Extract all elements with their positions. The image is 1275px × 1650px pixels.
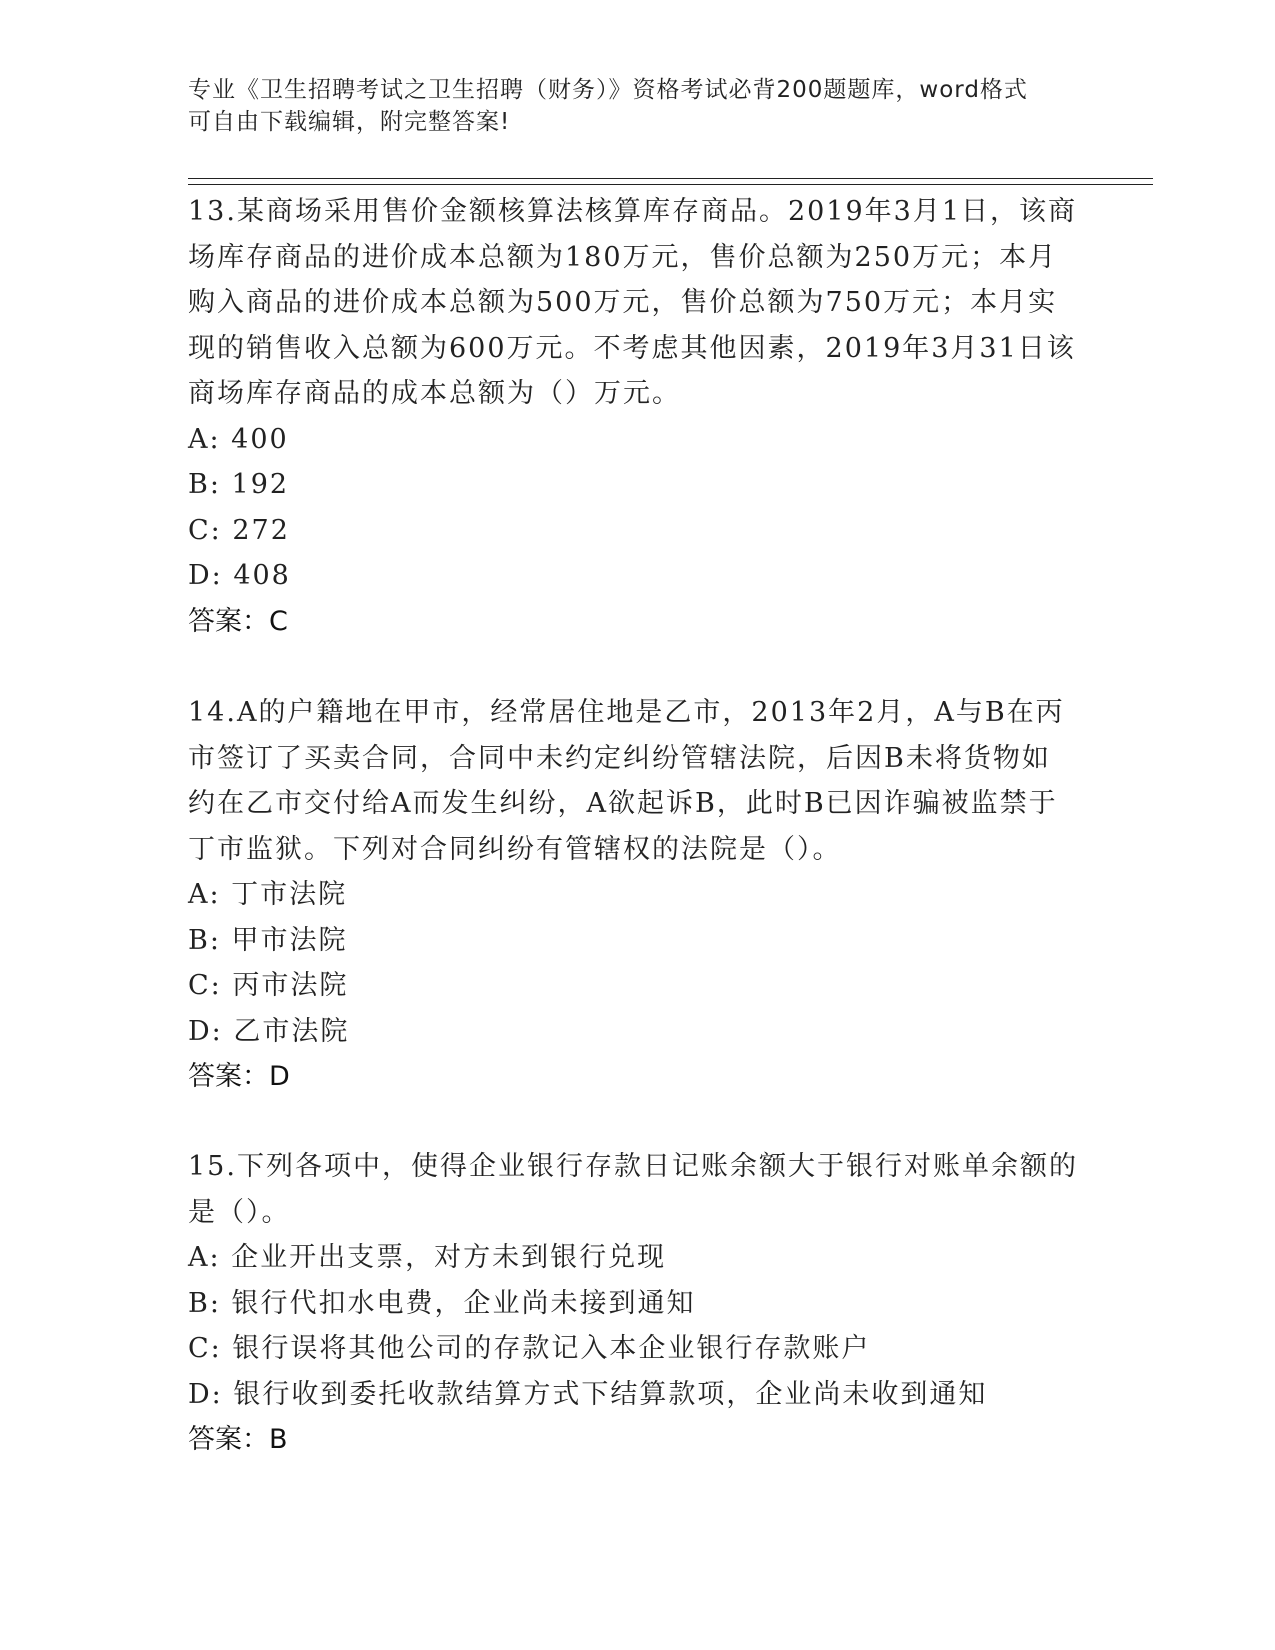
question-stem-line: 现的销售收入总额为600万元。不考虑其他因素，2019年3月31日该 bbox=[188, 332, 1076, 364]
option-a: A: 400 bbox=[188, 423, 289, 455]
answer-label: 答案：D bbox=[188, 1061, 290, 1092]
option-d: D: 乙市法院 bbox=[188, 1015, 350, 1047]
question-stem-line: 14.A的户籍地在甲市，经常居住地是乙市，2013年2月，A与B在丙 bbox=[188, 697, 1065, 728]
option-b: B: 192 bbox=[188, 469, 290, 500]
document-header bbox=[188, 74, 1088, 138]
option-b: B: 银行代扣水电费，企业尚未接到通知 bbox=[188, 1287, 696, 1319]
option-c: C: 272 bbox=[188, 514, 290, 546]
question-14 bbox=[188, 690, 1088, 1100]
question-stem-line: 场库存商品的进价成本总额为180万元，售价总额为250万元；本月 bbox=[188, 241, 1058, 273]
option-c: C: 丙市法院 bbox=[188, 970, 349, 1001]
question-13 bbox=[188, 189, 1088, 644]
option-a: A: 丁市法院 bbox=[188, 879, 348, 910]
answer-label: 答案：B bbox=[188, 1424, 288, 1455]
question-15 bbox=[188, 1144, 1088, 1463]
question-stem-line: 13.某商场采用售价金额核算法核算库存商品。2019年3月1日，该商 bbox=[188, 196, 1078, 227]
option-b: B: 甲市法院 bbox=[188, 924, 348, 956]
question-stem-line: 商场库存商品的成本总额为（）万元。 bbox=[188, 378, 681, 409]
option-a: A: 企业开出支票，对方未到银行兑现 bbox=[188, 1242, 667, 1273]
option-c: C: 银行误将其他公司的存款记入本企业银行存款账户 bbox=[188, 1333, 871, 1364]
header-divider-bottom bbox=[188, 184, 1153, 185]
option-d: D: 408 bbox=[188, 560, 291, 591]
question-stem-line: 约在乙市交付给A而发生纠纷，A欲起诉B，此时B已因诈骗被监禁于 bbox=[188, 788, 1058, 819]
option-d: D: 银行收到委托收款结算方式下结算款项，企业尚未收到通知 bbox=[188, 1378, 988, 1410]
header-title-line-2: 可自由下载编辑，附完整答案! bbox=[188, 109, 511, 135]
question-stem-line: 15.下列各项中，使得企业银行存款日记账余额大于银行对账单余额的 bbox=[188, 1151, 1078, 1182]
answer-label: 答案：C bbox=[188, 605, 288, 637]
header-divider-top bbox=[188, 178, 1153, 179]
question-stem-line: 丁市监狱。下列对合同纠纷有管辖权的法院是（）。 bbox=[188, 833, 842, 865]
question-stem-line: 购入商品的进价成本总额为500万元，售价总额为750万元；本月实 bbox=[188, 287, 1058, 318]
question-stem-line: 市签订了买卖合同，合同中未约定纠纷管辖法院，后因B未将货物如 bbox=[188, 742, 1051, 774]
header-title-line-1: 专业《卫生招聘考试之卫生招聘（财务）》资格考试必背200题题库，word格式 bbox=[188, 77, 1028, 103]
question-stem-line: 是（）。 bbox=[188, 1196, 291, 1228]
